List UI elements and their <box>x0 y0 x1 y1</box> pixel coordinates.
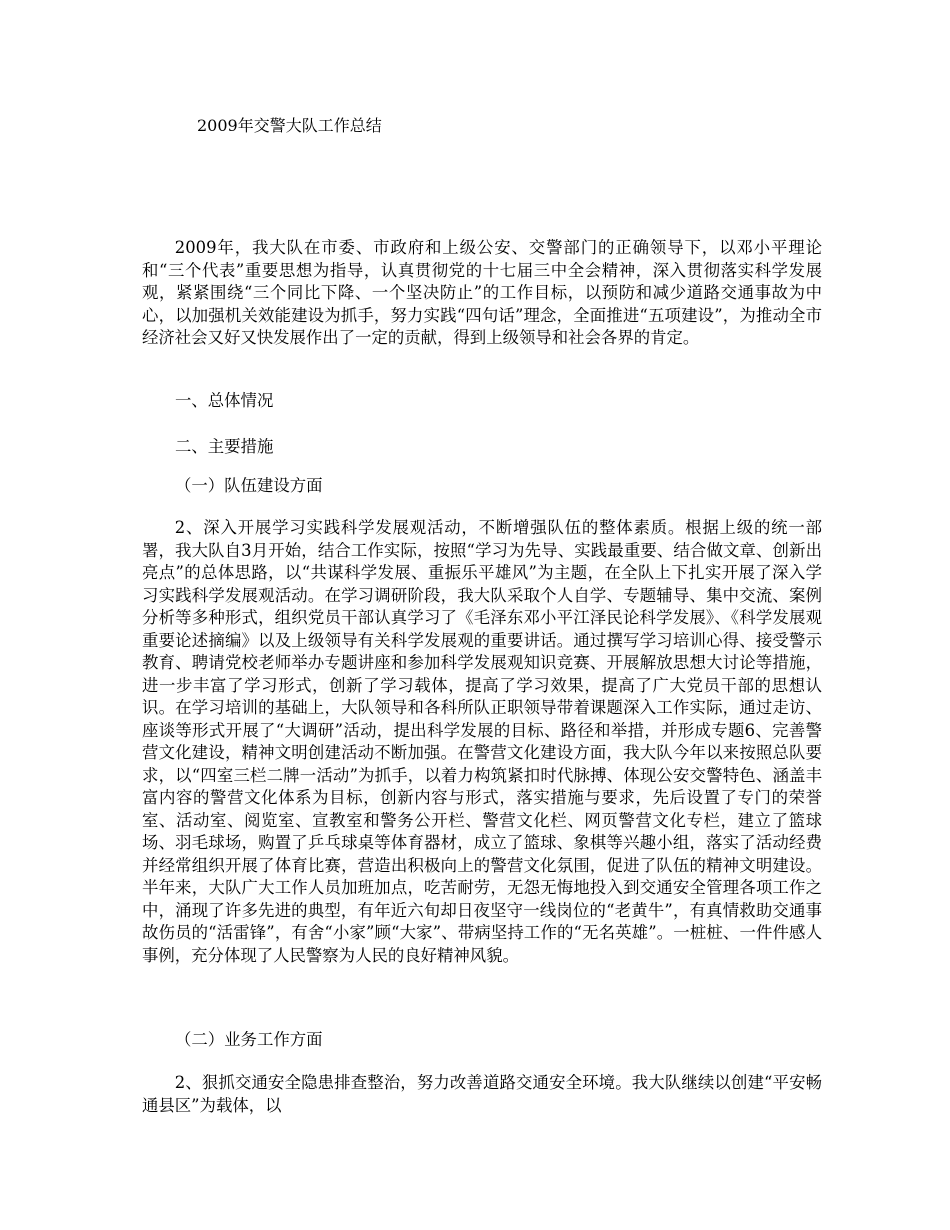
intro-paragraph: 2009年，我大队在市委、市政府和上级公安、交警部门的正确领导下，以邓小平理论和“三个代表”重要思想为指导，认真贯彻党的十七届三中全会精神，深入贯彻落实科学发展观，紧紧围绕“三个同比下降、一个坚决防止”的工作目标，以预防和减少道路交通事故为中心，以加强机关效能建设为抓手，努力实践“四句话”理念，全面推进“五项建设”，为推动全市经济社会又好又快发展作出了一定的贡献，得到上级领导和社会各界的肯定。 <box>142 238 822 347</box>
body-paragraph-business: 2、狠抓交通安全隐患排查整治，努力改善道路交通安全环境。我大队继续以创建“平安畅通县区”为载体，以 <box>142 1073 822 1115</box>
section-heading-measures: 二、主要措施 <box>175 437 274 456</box>
section-heading-overview: 一、总体情况 <box>175 391 274 410</box>
body-paragraph-team: 2、深入开展学习实践科学发展观活动，不断增强队伍的整体素质。根据上级的统一部署，我大队自3月开始，结合工作实际，按照“学习为先导、实践最重要、结合做文章、创新出亮点”的总体思路，以“共谋科学发展、重振乐平雄风”为主题，在全队上下扎实开展了深入学习实践科学发展观活动。在学习调研阶段，我大队采取个人自学、专题辅导、集中交流、案例分析等多种形式，组织党员干部认真学习了《毛泽东邓小平江泽民论科学发展》、《科学发展观重要论述摘编》以及上级领导有关科学发展观的重要讲话。通过撰写学习培训心得、接受警示教育、聘请党校老师举办专题讲座和参加科学发展观知识竞赛、开展解放思想大讨论等措施，进一步丰富了学习形式，创新了学习载体，提高了学习效果，提高了广大党员干部的思想认识。在学习培训的基础上，大队领导和各科所队正职领导带着课题深入工作实际，通过走访、座谈等形式开展了“大调研”活动，提出科学发展的目标、路径和举措，并形成专题6、完善警营文化建设，精神文明创建活动不断加强。在警营文化建设方面，我大队今年以来按照总队要求，以“四室三栏二牌一活动”为抓手，以着力构筑紧扣时代脉搏、体现公安交警特色、涵盖丰富内容的警营文化体系为目标，创新内容与形式，落实措施与要求，先后设置了专门的荣誉室、活动室、阅览室、宣教室和警务公开栏、警营文化栏、网页警营文化专栏，建立了篮球场、羽毛球场，购置了乒乓球桌等体育器材，成立了篮球、象棋等兴趣小组，落实了活动经费并经常组织开展了体育比赛，营造出积极向上的警营文化氛围，促进了队伍的精神文明建设。半年来，大队广大工作人员加班加点，吃苦耐劳，无怨无悔地投入到交通安全管理各项工作之中，涌现了许多先进的典型，有年近六旬却日夜坚守一线岗位的“老黄牛”，有真情救助交通事故伤员的“活雷锋”，有舍“小家”顾“大家”、带病坚持工作的“无名英雄”。一桩桩、一件件感人事例，充分体现了人民警察为人民的良好精神风貌。 <box>142 518 822 965</box>
subsection-heading-business: （二）业务工作方面 <box>175 1030 323 1049</box>
document-title: 2009年交警大队工作总结 <box>197 116 382 135</box>
subsection-heading-team: （一）队伍建设方面 <box>175 476 323 495</box>
